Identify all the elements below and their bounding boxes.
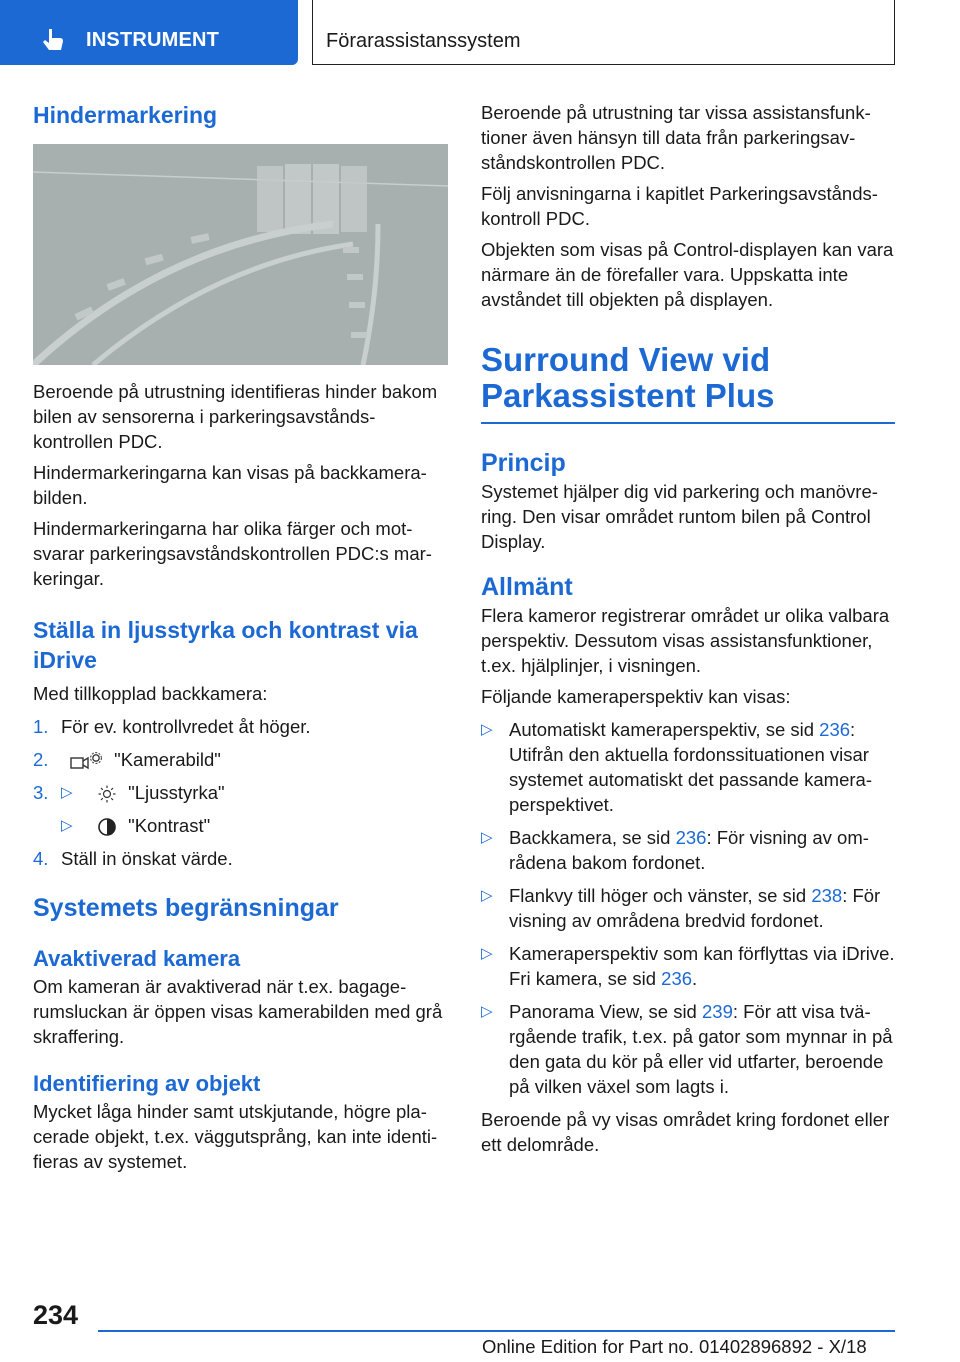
list-item — [481, 999, 895, 1099]
page-link[interactable]: 236 — [675, 826, 707, 848]
page-link[interactable]: 238 — [811, 884, 843, 906]
brightness-intro: Med tillkopplad backkamera: — [33, 683, 268, 704]
step-number: 3. — [33, 782, 49, 803]
step-number: 2. — [33, 749, 49, 770]
steps-list — [33, 714, 448, 871]
list-item-text: Backkamera, se sid — [509, 826, 676, 848]
triangle-bullet-icon: ▷ — [481, 720, 493, 738]
page-number: 234 — [33, 1300, 79, 1330]
step-number: 1. — [33, 716, 49, 737]
list-item-text: Panorama View, se sid — [509, 1000, 702, 1022]
limits-heading: Systemets begränsningar — [33, 894, 339, 922]
step-text: "Kamerabild" — [114, 749, 221, 770]
camera-perspectives-list — [481, 717, 895, 1099]
edition-text: Online Edition for Part no. 01402896892 - X/18 — [482, 1336, 867, 1357]
triangle-bullet-icon: ▷ — [481, 828, 493, 846]
right-paragraph-1: Beroende på utrustning tar vissa assistansfunktioner även hänsyn till data från parkeringsavståndskontrollen PDC. — [481, 102, 871, 173]
triangle-bullet-icon: ▷ — [481, 1002, 493, 1020]
step-item — [33, 780, 448, 838]
principle-heading: Princip — [481, 448, 566, 477]
list-item — [481, 825, 895, 875]
step-text: För ev. kontrollvredet åt höger. — [61, 716, 311, 737]
right-paragraph-2: Följ anvisningarna i kapitlet Parkeringsavståndskontroll PDC. — [481, 183, 878, 229]
sub-step-text: "Ljusstyrka" — [128, 782, 225, 803]
general-paragraph-1: Flera kameror registrerar området ur olika valbara perspektiv. Dessutom visas assistansfunktioner, t.ex. hjälplinjer, i visningen. — [481, 604, 890, 676]
list-item-text: : Utifrån den aktuella fordonssituationen visar systemet automatiskt det passande kameraperspektivet. — [509, 718, 872, 815]
general-heading: Allmänt — [481, 572, 573, 601]
contrast-icon — [97, 817, 117, 837]
deactivated-heading: Avaktiverad kamera — [33, 946, 241, 971]
identify-paragraph: Mycket låga hinder samt utskjutande, högre placerade objekt, t.ex. väggutsprång, kan inte identifieras av systemet. — [33, 1101, 438, 1172]
list-item-text: Flankvy till höger och vänster, se sid — [509, 884, 812, 906]
step-item — [33, 846, 448, 871]
triangle-bullet-icon: ▷ — [61, 817, 73, 834]
heading-rule — [481, 422, 895, 424]
chapter-title: Förarassistanssystem — [326, 30, 521, 52]
camera-settings-icon — [69, 751, 103, 771]
obstacle-paragraph-3: Hindermarkeringarna har olika färger och motsvarar parkeringsavståndskontrollen PDC:s markeringar. — [33, 518, 432, 589]
sub-step — [61, 780, 448, 805]
obstacle-paragraph-2: Hindermarkeringarna kan visas på backkamerabilden. — [33, 462, 427, 508]
step-text: Ställ in önskat värde. — [61, 848, 233, 869]
right-column — [481, 100, 895, 1157]
principle-paragraph: Systemet hjälper dig vid parkering och manövrering. Den visar området runtom bilen på Control Display. — [481, 480, 878, 552]
obstacle-paragraph-1: Beroende på utrustning identifieras hinder bakom bilen av sensorerna i parkeringsavståndskontrollen PDC. — [33, 381, 438, 452]
sub-step-text: "Kontrast" — [128, 815, 211, 836]
list-item — [481, 883, 895, 933]
step-item — [33, 747, 448, 772]
identify-heading: Identifiering av objekt — [33, 1071, 261, 1096]
list-item — [481, 941, 895, 991]
list-item-text: : För att visa tvärgående trafik, t.ex. på gator som mynnar in på den gata du kör på eller vid utfarter, beroende på vilken växel som lagts i. — [509, 1000, 893, 1097]
list-item-text: Automatiskt kameraperspektiv, se sid — [509, 718, 820, 740]
step-item — [33, 714, 448, 739]
step-number: 4. — [33, 848, 49, 869]
hand-pointer-icon — [40, 27, 66, 53]
list-item-text: Kameraperspektiv som kan förflyttas via iDrive. Fri kamera, se sid — [509, 942, 895, 989]
triangle-bullet-icon: ▷ — [61, 784, 73, 801]
closing-paragraph: Beroende på vy visas området kring fordonet eller ett delområde. — [481, 1108, 890, 1155]
obstacle-marking-illustration — [33, 144, 448, 365]
list-item-text: : För visning av områdena bredvid fordonet. — [509, 884, 881, 931]
triangle-bullet-icon: ▷ — [481, 886, 493, 904]
sub-step — [61, 813, 448, 838]
general-paragraph-2: Följande kameraperspektiv kan visas: — [481, 685, 791, 707]
footer-rule — [98, 1330, 895, 1332]
left-column — [33, 100, 448, 1174]
deactivated-paragraph: Om kameran är avaktiverad när t.ex. bagagerumsluckan är öppen visas kamerabilden med grå skraffering. — [33, 976, 443, 1047]
section-tab[interactable] — [0, 0, 298, 65]
obstacle-heading: Hindermarkering — [33, 102, 218, 128]
right-paragraph-3: Objekten som visas på Control-displayen kan vara närmare än de förefaller vara. Uppskatta inte avståndet till objekten på displayen. — [481, 239, 894, 310]
triangle-bullet-icon: ▷ — [481, 944, 493, 962]
surround-view-heading: Surround View vid Parkassistent Plus — [481, 341, 775, 414]
list-item-text: . — [692, 967, 698, 989]
section-label: INSTRUMENT — [86, 29, 220, 51]
page-link[interactable]: 239 — [702, 1000, 733, 1022]
list-item-text: : För visning av områdena bakom fordonet. — [509, 826, 869, 873]
page-link[interactable]: 236 — [661, 967, 693, 989]
brightness-heading: Ställa in ljusstyrka och kontrast via iDrive — [33, 617, 418, 673]
page-link[interactable]: 236 — [819, 718, 851, 740]
list-item — [481, 717, 895, 817]
brightness-icon — [97, 784, 117, 804]
